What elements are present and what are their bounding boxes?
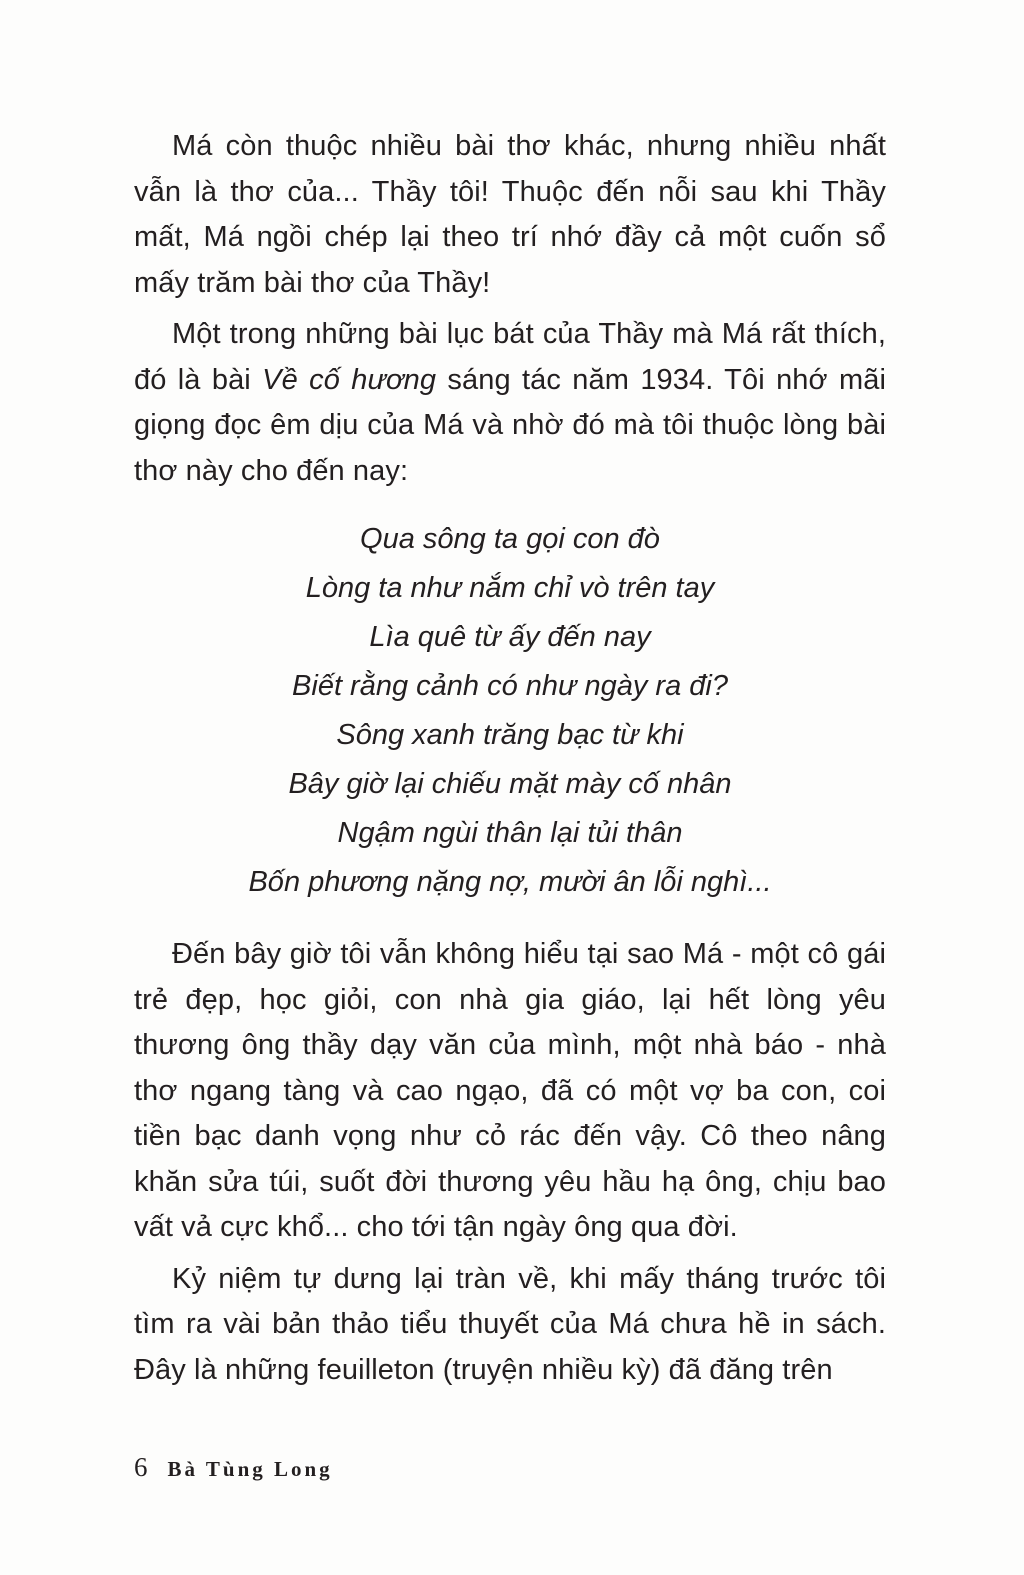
- text-block-top: [134, 124, 886, 494]
- running-head-author: Bà Tùng Long: [167, 1457, 333, 1481]
- paragraph-text: sáng tác năm 1934. Tôi nhớ mãi giọng đọc êm dịu của Má và nhờ đó mà tôi thuộc lòng bài thơ này cho đến nay:: [134, 363, 886, 487]
- poem-line: Bây giờ lại chiếu mặt mày cố nhân: [288, 768, 732, 800]
- poem-line: Sông xanh trăng bạc từ khi: [336, 719, 684, 751]
- poem-line: Lìa quê từ ấy đến nay: [369, 621, 651, 653]
- poem-ve-co-huong: [134, 515, 886, 907]
- poem-line: Ngậm ngùi thân lại tủi thân: [337, 817, 683, 849]
- poem-title: Về cố hương: [262, 363, 437, 396]
- page-number: 6: [134, 1452, 148, 1482]
- poem-line: Lòng ta như nắm chỉ vò trên tay: [305, 572, 715, 604]
- paragraph-text: Một trong những bài lục bát của Thầy mà Má rất thích, đó là bài: [134, 318, 886, 396]
- paragraph-memorized-poems: Má còn thuộc nhiều bài thơ khác, nhưng nhiều nhất vẫn là thơ của... Thầy tôi! Thuộc đến nỗi sau khi Thầy mất, Má ngồi chép lại theo trí nhớ đầy cả một cuốn sổ mấy trăm bài thơ của Thầy!: [134, 130, 886, 299]
- poem-line: Qua sông ta gọi con đò: [360, 523, 660, 555]
- paragraph-manuscripts: Kỷ niệm tự dưng lại tràn về, khi mấy tháng trước tôi tìm ra vài bản thảo tiểu thuyết của Má chưa hề in sách. Đây là những feuilleton (truyện nhiều kỳ) đã đăng trên: [134, 1262, 886, 1386]
- text-block-bottom: [134, 932, 886, 1393]
- paragraph-ma-and-thay: Đến bây giờ tôi vẫn không hiểu tại sao Má - một cô gái trẻ đẹp, học giỏi, con nhà gia giáo, lại hết lòng yêu thương ông thầy dạy văn của mình, một nhà báo - nhà thơ ngang tàng và cao ngạo, đã có một vợ ba con, coi tiền bạc danh vọng như cỏ rác đến vậy. Cô theo nâng khăn sửa túi, suốt đời thương yêu hầu hạ ông, chịu bao vất vả cực khổ... cho tới tận ngày ông qua đời.: [134, 938, 886, 1243]
- page-footer: [134, 1452, 333, 1483]
- poem-line: Biết rằng cảnh có như ngày ra đi?: [292, 670, 728, 702]
- poem-line: Bốn phương nặng nợ, mười ân lỗi nghì...: [248, 866, 772, 898]
- paragraph-ve-co-huong: [134, 312, 886, 494]
